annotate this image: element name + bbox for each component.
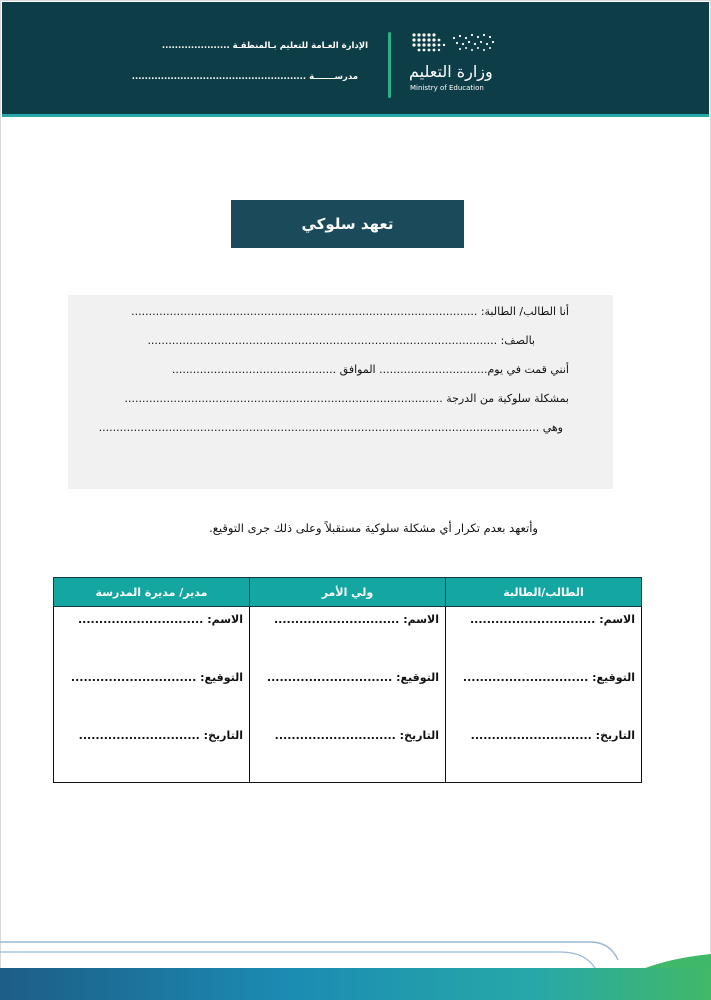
guardian-date-field: التاريخ: ............................. — [274, 729, 439, 742]
student-sign-field: التوقيع: .............................. — [462, 671, 635, 684]
guardian-signature-cell — [250, 607, 446, 783]
header-accent-stripe — [2, 114, 709, 117]
student-signature-cell — [446, 607, 642, 783]
region-administration-line: الإدارة العـامة للتعليم بـالمنطقـة ..................... — [161, 41, 368, 51]
day-date-line: أنني قمت في يوم............................... الموافق ............................................... — [171, 363, 569, 376]
header-guardian: ولي الأمر — [250, 578, 446, 607]
pledge-statement: وأتعهد بعدم تكرار أي مشكلة سلوكية مستقبلاً وعلى ذلك جرى التوقيع. — [209, 521, 538, 535]
header-divider — [388, 32, 391, 98]
principal-signature-cell — [54, 607, 250, 783]
footer-band — [0, 968, 711, 1000]
ministry-logo-icon — [410, 32, 496, 58]
pledge-form-box — [68, 295, 613, 489]
header-principal: مدير/ مديرة المدرسة — [54, 578, 250, 607]
school-name-line: مدرســـــــة ...................................................... — [131, 72, 358, 82]
header-banner — [2, 2, 709, 114]
description-line: وهي .............................................................................................................................. — [98, 421, 563, 434]
principal-date-field: التاريخ: ............................. — [78, 729, 243, 742]
ministry-name-arabic: وزارة التعليم — [409, 62, 493, 81]
degree-line: بمشكلة سلوكية من الدرجة ........................................................................................... — [124, 392, 569, 405]
principal-name-field: الاسم: .............................. — [78, 613, 243, 626]
class-line: بالصف: .................................................................................................... — [147, 334, 535, 347]
ministry-name-english: Ministry of Education — [410, 84, 484, 92]
signature-table — [53, 577, 642, 783]
footer-decoration — [0, 930, 711, 970]
guardian-name-field: الاسم: .............................. — [274, 613, 439, 626]
student-name-line: أنا الطالب/ الطالبة: ................................................................................................... — [131, 305, 569, 318]
header-student: الطالب/الطالبة — [446, 578, 642, 607]
guardian-sign-field: التوقيع: .............................. — [266, 671, 439, 684]
student-date-field: التاريخ: ............................. — [470, 729, 635, 742]
document-title: تعهد سلوكي — [231, 200, 464, 248]
student-name-field: الاسم: .............................. — [470, 613, 635, 626]
principal-sign-field: التوقيع: .............................. — [70, 671, 243, 684]
